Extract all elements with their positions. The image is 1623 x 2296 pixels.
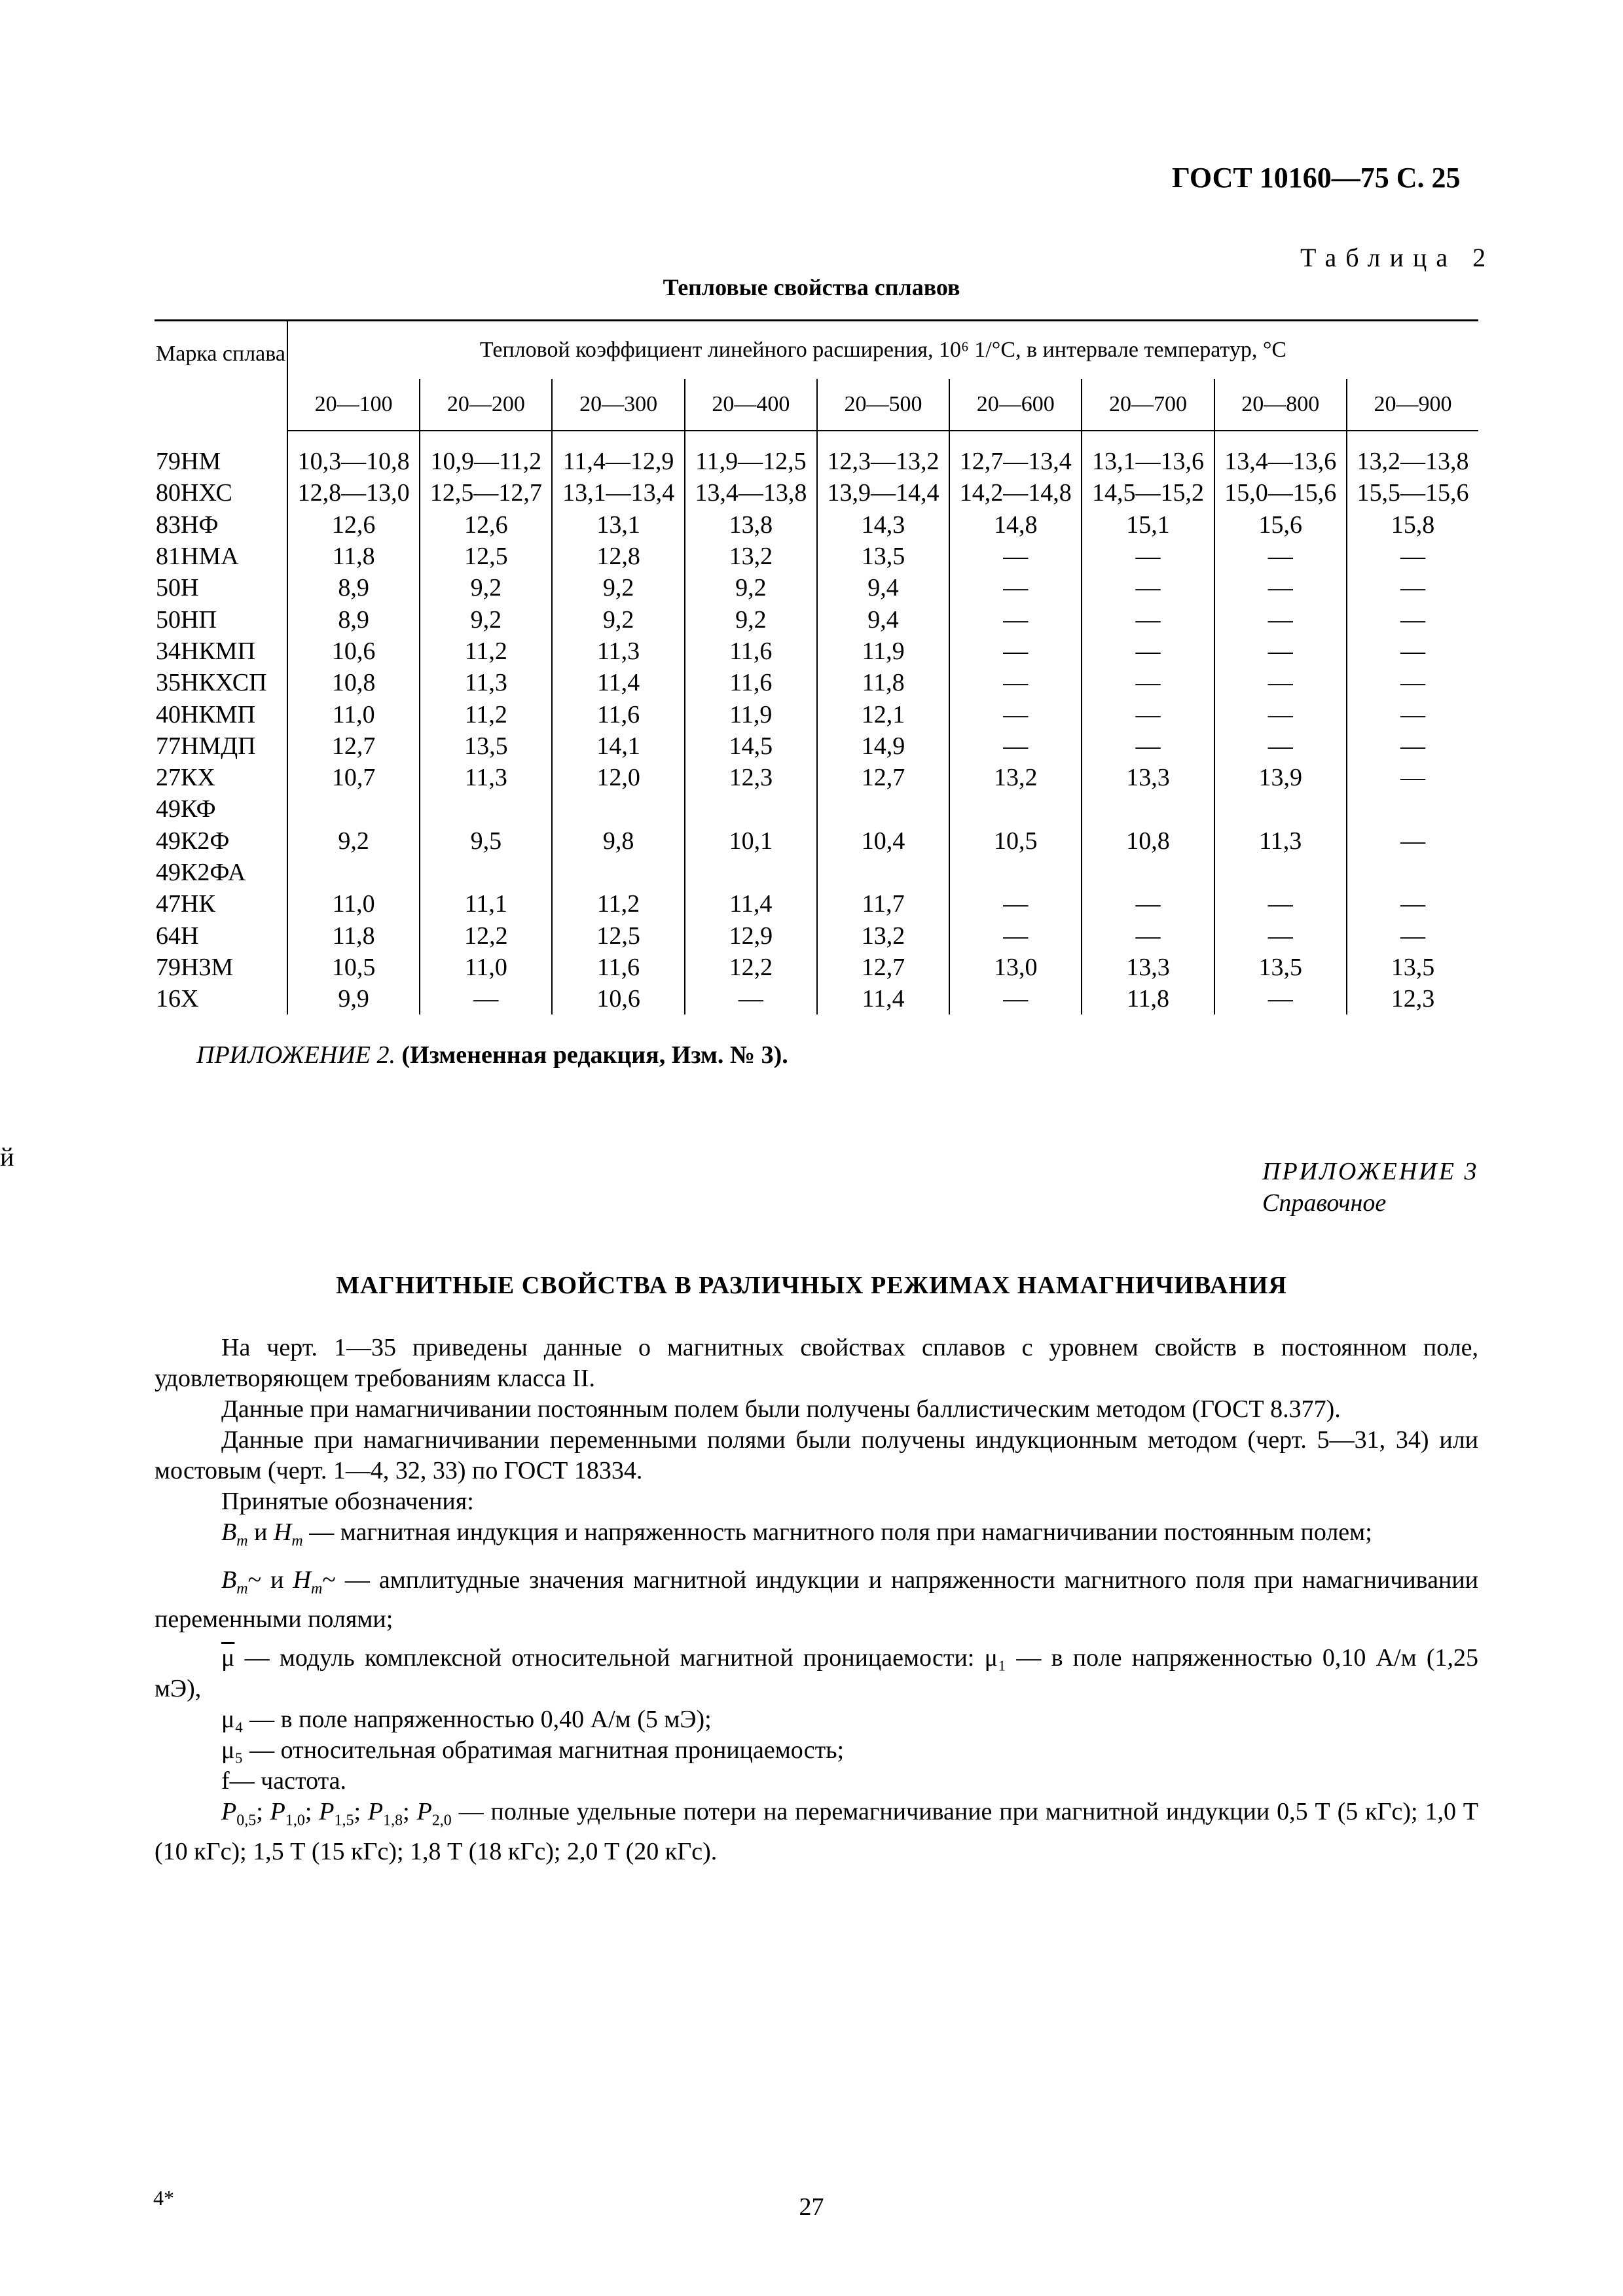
value-cell: 12,3—13,2 — [817, 431, 949, 477]
grade-cell: 34НКМП — [156, 637, 256, 665]
value-cell: 9,9 — [287, 983, 420, 1014]
value-cell: 12,7—13,4 — [949, 431, 1082, 477]
value-cell: 14,8 — [949, 509, 1082, 541]
body-text — [155, 1333, 1478, 1867]
value-cell: 13,2 — [685, 541, 817, 572]
value-cell: 10,7 — [287, 762, 420, 793]
value-cell: — — [1214, 698, 1347, 730]
value-cell: — — [1082, 888, 1214, 920]
value-cell: 12,6 — [420, 509, 552, 541]
table-row — [155, 431, 1478, 477]
column-header: 20—500 — [817, 379, 949, 431]
value-cell — [685, 857, 817, 888]
value-cell: 13,3 — [1082, 952, 1214, 983]
value-cell: 12,5—12,7 — [420, 477, 552, 509]
value-cell: — — [1214, 920, 1347, 951]
value-cell: — — [1214, 636, 1347, 667]
value-cell: 11,4 — [685, 888, 817, 920]
paragraph-bm-hm: $B_m$ и $H_m$ — магнитная индукция и напряженность магнитного поля при намагничивании постоянным полем; — [221, 1518, 1372, 1550]
table-row — [155, 762, 1478, 793]
margin-mark: й — [0, 1142, 14, 1172]
column-header: 20—100 — [287, 379, 420, 431]
table-row — [155, 983, 1478, 1014]
value-cell: — — [1347, 920, 1478, 951]
amendment-note — [196, 1041, 788, 1069]
value-cell: — — [1082, 603, 1214, 635]
table-row — [155, 857, 1478, 888]
page-header: ГОСТ 10160—75 С. 25 — [1172, 162, 1461, 194]
value-cell: 11,3 — [1214, 825, 1347, 857]
value-cell: 13,5 — [817, 541, 949, 572]
value-cell — [1082, 793, 1214, 825]
value-cell: 12,7 — [817, 762, 949, 793]
value-cell: — — [1347, 888, 1478, 920]
value-cell: 15,5—15,6 — [1347, 477, 1478, 509]
value-cell: — — [1347, 762, 1478, 793]
grade-cell: 49КФ — [156, 795, 216, 823]
paragraph: μ₅ — относительная обратимая магнитная проницаемость; — [221, 1736, 845, 1765]
value-cell: 10,8 — [1082, 825, 1214, 857]
column-header: 20—800 — [1214, 379, 1347, 431]
value-cell: — — [1214, 572, 1347, 603]
paragraph: μ₄ — в поле напряженностью 0,40 А/м (5 мЭ); — [221, 1706, 712, 1734]
value-cell: — — [1214, 541, 1347, 572]
value-cell: 15,1 — [1082, 509, 1214, 541]
table-row — [155, 952, 1478, 983]
value-cell: 11,9—12,5 — [685, 431, 817, 477]
value-cell: 9,4 — [817, 603, 949, 635]
table-title: Тепловые свойства сплавов — [663, 274, 960, 300]
value-cell: 10,6 — [552, 983, 684, 1014]
value-cell: 13,5 — [1214, 952, 1347, 983]
value-cell — [552, 793, 684, 825]
grade-cell: 79НМ — [156, 447, 221, 475]
value-cell: — — [685, 983, 817, 1014]
value-cell: 10,4 — [817, 825, 949, 857]
footer-mark: 4* — [153, 2186, 174, 2210]
value-cell: 11,2 — [420, 698, 552, 730]
value-cell: 11,8 — [287, 541, 420, 572]
value-cell: — — [949, 730, 1082, 762]
paragraph: Данные при намагничивании переменными полями были получены индукционным методом (черт. 5—31, 34) или мостовым (черт. 1—4, 32, 33) по ГОСТ 18334. — [155, 1426, 1478, 1484]
grade-cell: 50Н — [156, 574, 199, 602]
column-header: 20—300 — [552, 379, 684, 431]
value-cell: — — [1082, 698, 1214, 730]
value-cell: 13,8 — [685, 509, 817, 541]
value-cell: — — [1082, 636, 1214, 667]
value-cell: 11,6 — [552, 698, 684, 730]
value-cell: 10,6 — [287, 636, 420, 667]
table-row — [155, 730, 1478, 762]
value-cell: 14,2—14,8 — [949, 477, 1082, 509]
table-row — [155, 667, 1478, 698]
table-row — [155, 572, 1478, 603]
value-cell: 13,2 — [949, 762, 1082, 793]
value-cell: 10,1 — [685, 825, 817, 857]
table-row — [155, 793, 1478, 825]
paragraph: Данные при намагничивании постоянным полем были получены баллистическим методом (ГОСТ 8.377). — [221, 1395, 1341, 1423]
value-cell: 10,3—10,8 — [287, 431, 420, 477]
column-header: 20—700 — [1082, 379, 1214, 431]
value-cell: 9,2 — [420, 603, 552, 635]
value-cell: — — [1214, 603, 1347, 635]
value-cell: 11,1 — [420, 888, 552, 920]
grade-cell: 79Н3М — [156, 953, 234, 981]
grade-cell: 64Н — [156, 922, 199, 950]
value-cell: 15,6 — [1214, 509, 1347, 541]
table-row — [155, 477, 1478, 509]
grade-cell: 35НКХСП — [156, 669, 267, 697]
value-cell: 12,6 — [287, 509, 420, 541]
table-row — [155, 825, 1478, 857]
value-cell: — — [1347, 636, 1478, 667]
value-cell: 12,5 — [552, 920, 684, 951]
value-cell — [1082, 857, 1214, 888]
value-cell: — — [949, 636, 1082, 667]
value-cell: 11,2 — [552, 888, 684, 920]
value-cell: — — [949, 888, 1082, 920]
value-cell: — — [1214, 888, 1347, 920]
note-appendix-ref: ПРИЛОЖЕНИЕ 2. — [196, 1041, 395, 1069]
value-cell: 9,5 — [420, 825, 552, 857]
value-cell: 15,0—15,6 — [1214, 477, 1347, 509]
value-cell — [1347, 857, 1478, 888]
column-header: 20—900 — [1347, 379, 1478, 431]
value-cell: 9,2 — [420, 572, 552, 603]
value-cell: — — [949, 572, 1082, 603]
paragraph-bm-hm-ac: $B_m\sim$ и $H_m\sim$ — амплитудные значения магнитной индукции и напряженности магнитного поля при намагничивании переменными полями; — [155, 1566, 1478, 1634]
value-cell: 14,3 — [817, 509, 949, 541]
value-cell: 12,5 — [420, 541, 552, 572]
value-cell: 9,2 — [552, 572, 684, 603]
value-cell: — — [1347, 698, 1478, 730]
value-cell: 9,2 — [685, 572, 817, 603]
value-cell: 13,1 — [552, 509, 684, 541]
value-cell: 13,2 — [817, 920, 949, 951]
value-cell: 8,9 — [287, 603, 420, 635]
value-cell: 12,2 — [685, 952, 817, 983]
value-cell: 11,9 — [685, 698, 817, 730]
value-cell: 15,8 — [1347, 509, 1478, 541]
grade-cell: 77НМДП — [156, 732, 256, 760]
value-cell — [287, 857, 420, 888]
value-cell: 12,3 — [1347, 983, 1478, 1014]
value-cell: 11,3 — [420, 667, 552, 698]
value-cell — [1214, 793, 1347, 825]
value-cell: 9,2 — [287, 825, 420, 857]
value-cell: — — [1082, 572, 1214, 603]
value-cell: 13,9 — [1214, 762, 1347, 793]
paragraph-losses: $P_{0,5}$; $P_{1,0}$; $P_{1,5}$; $P_{1,8}$; $P_{2,0}$ — полные удельные потери на перемагничивание при магнитной индукции 0,5 Т (5 кГс); 1,0 Т (10 кГс); 1,5 Т (15 кГс); 1,8 Т (18 кГс); 2,0 Т (20 кГс). — [155, 1798, 1479, 1865]
table-row — [155, 698, 1478, 730]
value-cell — [287, 793, 420, 825]
value-cell — [420, 857, 552, 888]
appendix-title: ПРИЛОЖЕНИЕ 3 — [1262, 1158, 1479, 1185]
value-cell: 11,7 — [817, 888, 949, 920]
value-cell — [949, 793, 1082, 825]
appendix-heading — [1262, 1156, 1478, 1219]
grade-cell: 49К2Ф — [156, 827, 230, 855]
value-cell: — — [1082, 541, 1214, 572]
value-cell: 13,5 — [1347, 952, 1478, 983]
section-title: МАГНИТНЫЕ СВОЙСТВА В РАЗЛИЧНЫХ РЕЖИМАХ НАМАГНИЧИВАНИЯ — [336, 1272, 1287, 1299]
thermal-properties-table — [155, 319, 1478, 1014]
value-cell: 13,9—14,4 — [817, 477, 949, 509]
value-cell: — — [949, 603, 1082, 635]
grade-cell: 49К2ФА — [156, 859, 246, 886]
value-cell: — — [1082, 667, 1214, 698]
value-cell: 13,1—13,4 — [552, 477, 684, 509]
table-row — [155, 541, 1478, 572]
column-header: 20—200 — [420, 379, 552, 431]
value-cell: 13,4—13,6 — [1214, 431, 1347, 477]
value-cell: 13,5 — [420, 730, 552, 762]
table-row — [155, 888, 1478, 920]
value-cell: 11,3 — [552, 636, 684, 667]
value-cell: — — [1214, 730, 1347, 762]
paragraph: На черт. 1—35 приведены данные о магнитных свойствах сплавов с уровнем свойств в постоянном поле, удовлетворяющем требованиям класса II. — [155, 1334, 1478, 1392]
value-cell: — — [1347, 730, 1478, 762]
value-cell: 12,8—13,0 — [287, 477, 420, 509]
value-cell: 14,5 — [685, 730, 817, 762]
value-cell: 13,4—13,8 — [685, 477, 817, 509]
value-cell: 9,4 — [817, 572, 949, 603]
value-cell: 11,0 — [420, 952, 552, 983]
value-cell: — — [1347, 541, 1478, 572]
value-cell: 9,8 — [552, 825, 684, 857]
table-row — [155, 603, 1478, 635]
value-cell: 12,7 — [817, 952, 949, 983]
value-cell: 9,2 — [552, 603, 684, 635]
grade-cell: 40НКМП — [156, 700, 256, 728]
value-cell: 11,8 — [817, 667, 949, 698]
value-cell: 11,4—12,9 — [552, 431, 684, 477]
value-cell — [949, 857, 1082, 888]
table-label: Таблица 2 — [1300, 243, 1495, 272]
value-cell: — — [1347, 572, 1478, 603]
value-cell — [1347, 793, 1478, 825]
value-cell — [817, 857, 949, 888]
value-cell: — — [1082, 730, 1214, 762]
value-cell: 11,6 — [685, 636, 817, 667]
table-row — [155, 920, 1478, 951]
value-cell: — — [1214, 983, 1347, 1014]
table-row — [155, 636, 1478, 667]
value-cell: 11,8 — [287, 920, 420, 951]
value-cell: 13,2—13,8 — [1347, 431, 1478, 477]
value-cell: — — [1347, 603, 1478, 635]
value-cell: — — [949, 983, 1082, 1014]
paragraph: Принятые обозначения: — [221, 1488, 474, 1515]
value-cell: — — [1347, 825, 1478, 857]
grade-cell: 50НП — [156, 605, 217, 634]
note-amendment: (Измененная редакция, Изм. № 3). — [401, 1041, 788, 1069]
value-cell: — — [949, 667, 1082, 698]
value-cell: — — [949, 698, 1082, 730]
table-row — [155, 509, 1478, 541]
paragraph: f— частота. — [221, 1767, 347, 1795]
value-cell — [817, 793, 949, 825]
value-cell: 10,5 — [287, 952, 420, 983]
value-cell: 13,0 — [949, 952, 1082, 983]
value-cell: 10,8 — [287, 667, 420, 698]
grade-cell: 83НФ — [156, 511, 219, 539]
value-cell: 11,4 — [817, 983, 949, 1014]
value-cell: 12,2 — [420, 920, 552, 951]
value-cell: 14,1 — [552, 730, 684, 762]
value-cell — [1214, 857, 1347, 888]
value-cell: 11,6 — [685, 667, 817, 698]
grade-cell: 16Х — [156, 985, 199, 1013]
grade-cell: 47НК — [156, 890, 215, 918]
column-header: 20—400 — [685, 379, 817, 431]
value-cell: 11,8 — [1082, 983, 1214, 1014]
value-cell: 11,3 — [420, 762, 552, 793]
value-cell: — — [1347, 667, 1478, 698]
value-cell: — — [949, 541, 1082, 572]
paragraph-mu: $\overline{\mu}$ — модуль комплексной относительной магнитной проницаемости: μ₁ — в поле напряженностью 0,10 А/м (1,25 мЭ), — [155, 1644, 1479, 1703]
value-cell: 12,7 — [287, 730, 420, 762]
value-cell: 12,1 — [817, 698, 949, 730]
value-cell — [420, 793, 552, 825]
coefficient-group-header: Тепловой коэффициент линейного расширения, 10⁶ 1/°С, в интервале температур, °С — [287, 321, 1478, 380]
value-cell — [685, 793, 817, 825]
value-cell: — — [949, 920, 1082, 951]
appendix-subtitle: Справочное — [1262, 1189, 1387, 1217]
grade-column-header: Марка сплава — [155, 321, 287, 431]
value-cell: — — [1082, 920, 1214, 951]
value-cell: 14,5—15,2 — [1082, 477, 1214, 509]
value-cell: 11,9 — [817, 636, 949, 667]
value-cell: — — [1214, 667, 1347, 698]
value-cell: 11,4 — [552, 667, 684, 698]
column-header: 20—600 — [949, 379, 1082, 431]
value-cell: 12,0 — [552, 762, 684, 793]
value-cell: 8,9 — [287, 572, 420, 603]
value-cell: 11,2 — [420, 636, 552, 667]
value-cell: 11,6 — [552, 952, 684, 983]
value-cell: 14,9 — [817, 730, 949, 762]
grade-cell: 81НМА — [156, 543, 239, 571]
value-cell: 11,0 — [287, 698, 420, 730]
value-cell: 12,9 — [685, 920, 817, 951]
value-cell: 11,0 — [287, 888, 420, 920]
value-cell: 13,3 — [1082, 762, 1214, 793]
grade-cell: 80НХС — [156, 479, 232, 507]
value-cell: 12,3 — [685, 762, 817, 793]
value-cell: 9,2 — [685, 603, 817, 635]
page-number: 27 — [799, 2193, 824, 2221]
value-cell: 10,9—11,2 — [420, 431, 552, 477]
grade-cell: 27КХ — [156, 764, 215, 792]
value-cell: 10,5 — [949, 825, 1082, 857]
value-cell: 12,8 — [552, 541, 684, 572]
value-cell: 13,1—13,6 — [1082, 431, 1214, 477]
value-cell — [552, 857, 684, 888]
value-cell: — — [420, 983, 552, 1014]
